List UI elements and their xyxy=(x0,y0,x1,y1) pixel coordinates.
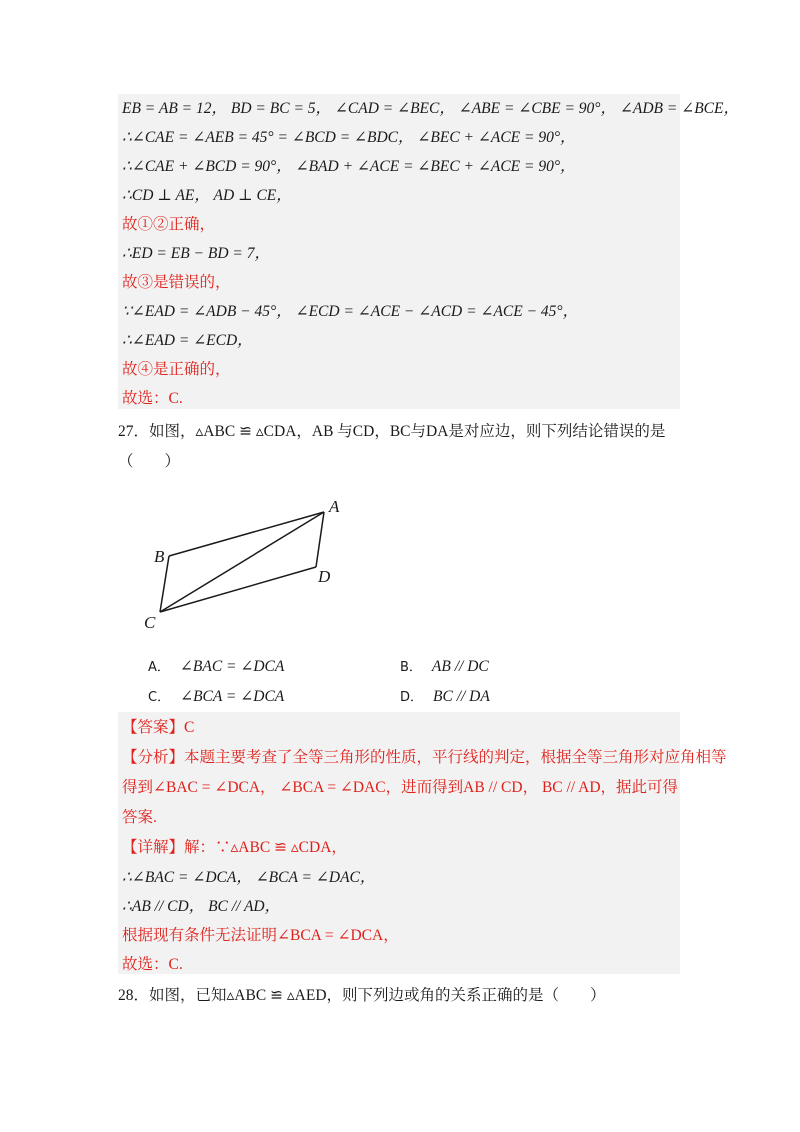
label-b: B xyxy=(154,547,165,566)
answer-line: 【答案】C xyxy=(122,719,195,736)
option-c-letter: C． xyxy=(148,690,171,705)
solution-line-11: 故选：C. xyxy=(122,390,183,407)
solution-line-2: ∴∠CAE = ∠AEB = 45° = ∠BCD = ∠BDC， ∠BEC + ∠ACE = 90°， xyxy=(122,129,576,146)
option-b-letter: B． xyxy=(400,660,422,675)
option-d[interactable] xyxy=(400,687,490,708)
option-d-text: BC // DA xyxy=(433,688,490,705)
detail-line-2: ∴∠BAC = ∠DCA， ∠BCA = ∠DAC， xyxy=(122,869,376,886)
segment-ad xyxy=(316,512,324,567)
solution-line-1: EB = AB = 12， BD = BC = 5， ∠CAD = ∠BEC， ∠ABE = ∠CBE = 90°， ∠ADB = ∠BCE， xyxy=(122,100,739,117)
solution-line-10: 故④是正确的， xyxy=(122,361,231,378)
detail-line-1: 【详解】解：∵▵ABC ≌ ▵CDA， xyxy=(122,839,347,856)
question-28-stem: 28．如图，已知▵ABC ≌ ▵AED，则下列边或角的关系正确的是（ ） xyxy=(118,987,606,1004)
option-d-letter: D． xyxy=(400,690,424,705)
solution-line-6: ∴ED = EB − BD = 7， xyxy=(122,245,270,262)
option-a-letter: A． xyxy=(148,660,170,675)
detail-line-3: ∴AB // CD， BC // AD， xyxy=(122,898,281,915)
parallelogram-figure xyxy=(140,490,360,635)
analysis-line-2: 得到∠BAC = ∠DCA， ∠BCA = ∠DAC，进而得到AB // CD， BC // AD，据此可得 xyxy=(122,779,679,796)
figure-svg xyxy=(140,490,360,635)
analysis-line-1: 【分析】本题主要考查了全等三角形的性质，平行线的判定，根据全等三角形对应角相等 xyxy=(122,749,727,766)
option-b[interactable] xyxy=(400,657,489,678)
solution-line-3: ∴∠CAE + ∠BCD = 90°， ∠BAD + ∠ACE = ∠BEC + ∠ACE = 90°， xyxy=(122,158,576,175)
question-27-stem: 27．如图，▵ABC ≌ ▵CDA，AB 与CD，BC与DA是对应边，则下列结论错误的是 xyxy=(118,423,666,440)
label-c: C xyxy=(144,613,156,632)
segment-dc xyxy=(160,567,316,612)
solution-line-7: 故③是错误的， xyxy=(122,274,231,291)
detail-line-5: 故选：C. xyxy=(122,956,183,973)
segment-ba xyxy=(169,512,324,556)
label-d: D xyxy=(318,567,331,586)
solution-line-8: ∵∠EAD = ∠ADB − 45°， ∠ECD = ∠ACE − ∠ACD = ∠ACE − 45°， xyxy=(122,303,579,320)
label-a: A xyxy=(329,497,340,516)
option-c[interactable] xyxy=(148,687,284,708)
diagonal-ca xyxy=(160,512,324,612)
detail-line-4: 根据现有条件无法证明∠BCA = ∠DCA， xyxy=(122,927,399,944)
option-a[interactable] xyxy=(148,657,284,678)
solution-line-5: 故①②正确， xyxy=(122,216,216,233)
solution-line-4: ∴CD ⊥ AE， AD ⊥ CE， xyxy=(122,187,292,204)
solution-line-9: ∴∠EAD = ∠ECD， xyxy=(122,332,253,349)
option-b-text: AB // DC xyxy=(431,658,489,675)
option-a-text: ∠BAC = ∠DCA xyxy=(179,658,285,675)
question-27-paren: （ ） xyxy=(118,453,181,470)
analysis-line-3: 答案. xyxy=(122,809,157,826)
option-c-text: ∠BCA = ∠DCA xyxy=(180,688,285,705)
